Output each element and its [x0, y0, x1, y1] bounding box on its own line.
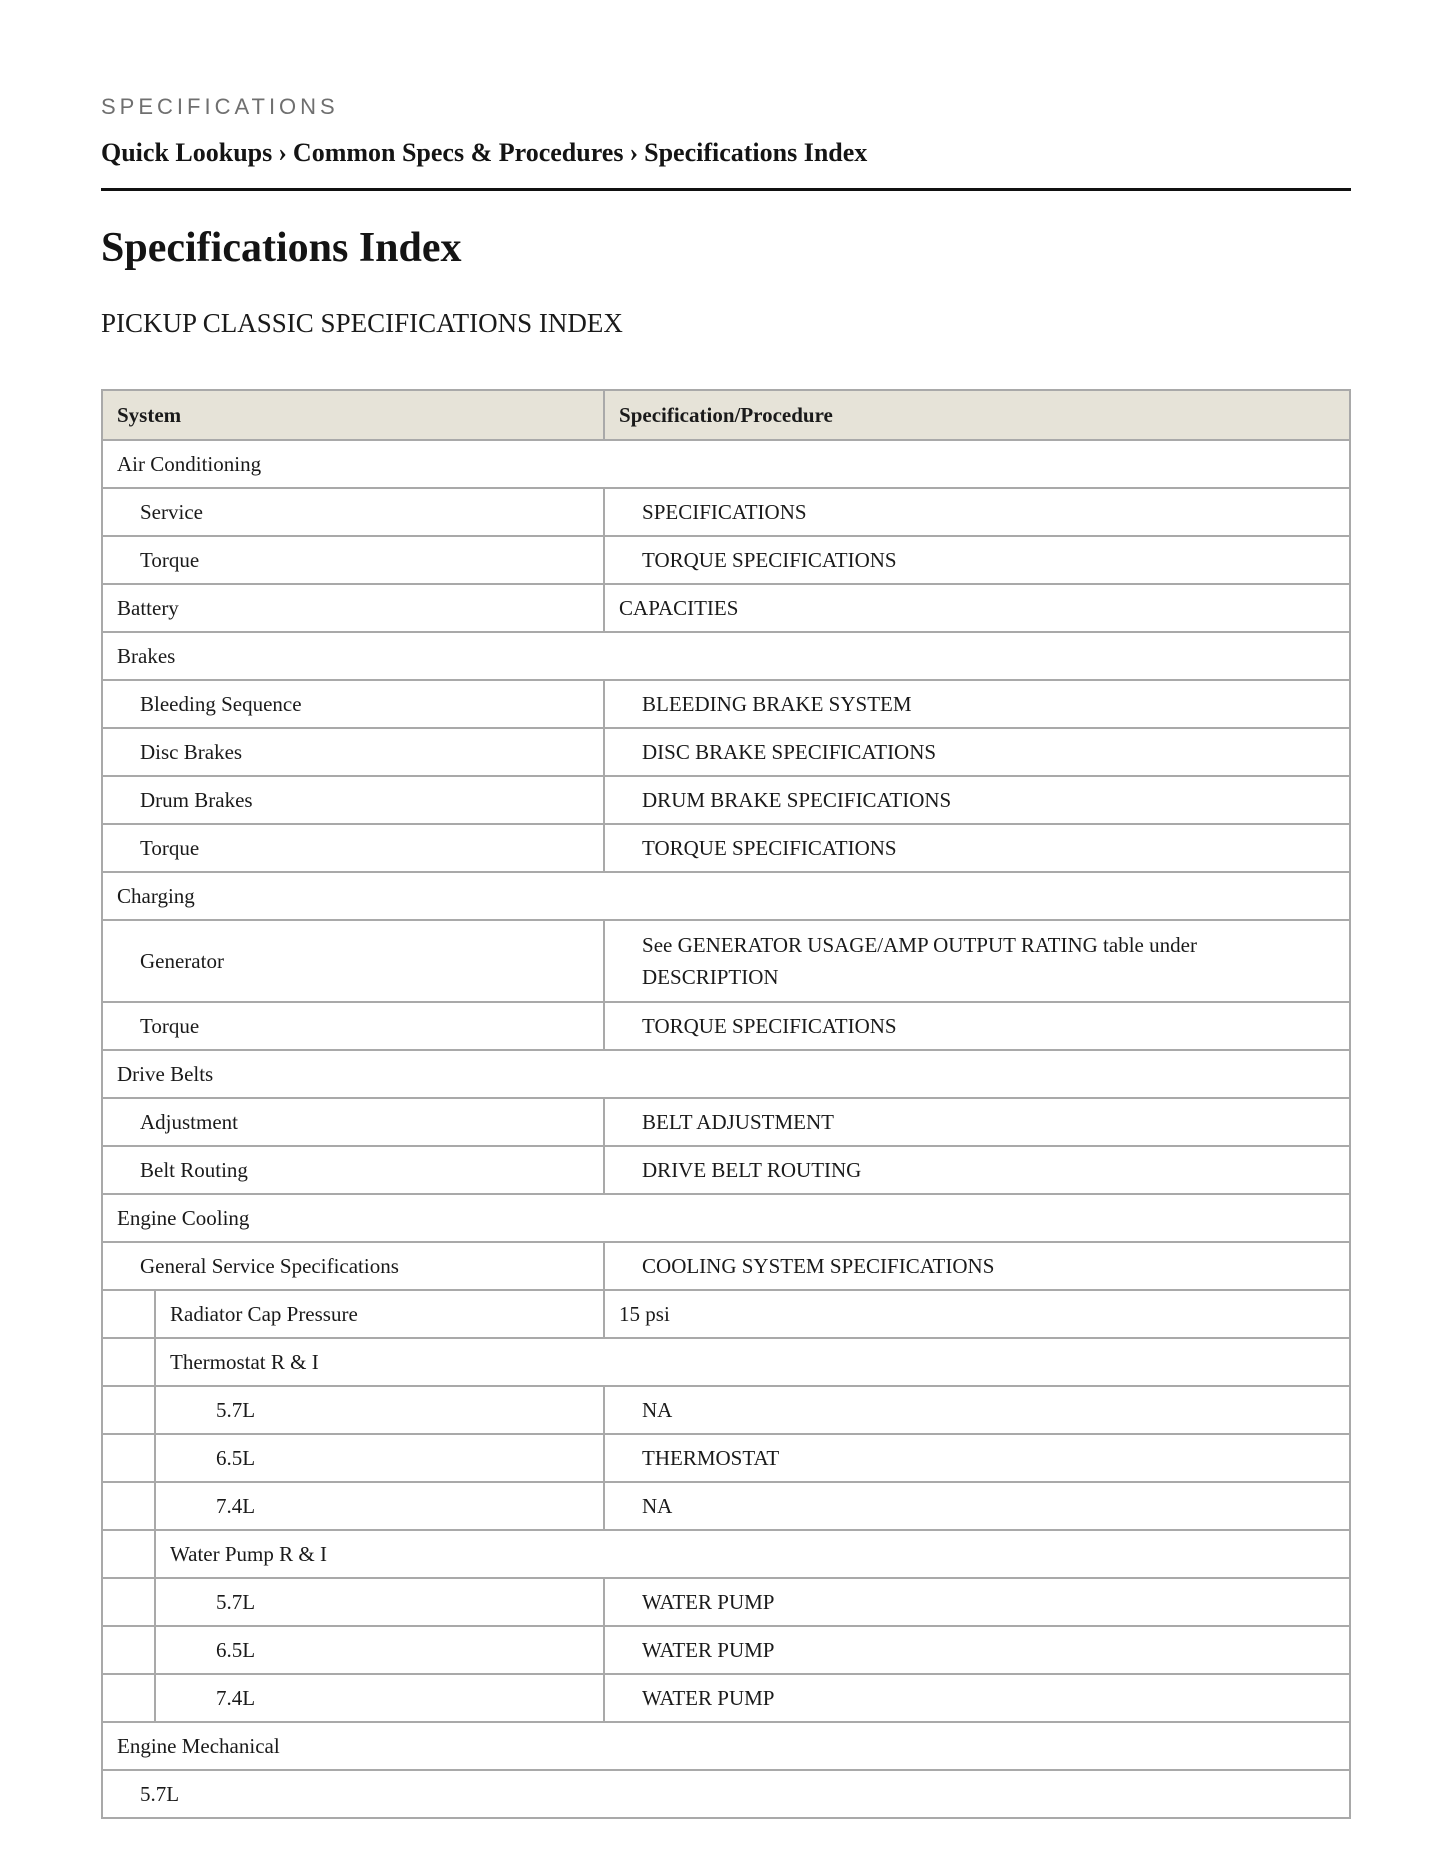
table-row	[102, 488, 1350, 536]
page-subtitle: PICKUP CLASSIC SPECIFICATIONS INDEX	[101, 308, 623, 338]
section-eyebrow: SPECIFICATIONS	[101, 94, 339, 119]
table-row	[102, 776, 1350, 824]
system-cell: Brakes	[102, 632, 1350, 680]
indent-gutter-cell	[102, 1626, 155, 1674]
system-cell: 5.7L	[155, 1578, 604, 1626]
breadcrumb	[101, 138, 867, 168]
system-cell: Bleeding Sequence	[102, 680, 604, 728]
table-row	[102, 1146, 1350, 1194]
system-cell: Adjustment	[102, 1098, 604, 1146]
specifications-table	[101, 389, 1351, 1819]
system-cell: 6.5L	[155, 1434, 604, 1482]
table-row	[102, 1722, 1350, 1770]
spec-cell[interactable]: TORQUE SPECIFICATIONS	[604, 536, 1350, 584]
indent-gutter-cell	[102, 1578, 155, 1626]
spec-cell[interactable]: SPECIFICATIONS	[604, 488, 1350, 536]
spec-cell[interactable]: WATER PUMP	[604, 1578, 1350, 1626]
system-cell: Charging	[102, 872, 1350, 920]
system-cell: Torque	[102, 1002, 604, 1050]
table-row	[102, 1002, 1350, 1050]
column-header-specification: Specification/Procedure	[604, 390, 1350, 440]
table-row	[102, 1338, 1350, 1386]
system-cell: 5.7L	[155, 1386, 604, 1434]
table-header-row	[102, 390, 1350, 440]
spec-cell[interactable]: WATER PUMP	[604, 1626, 1350, 1674]
spec-cell[interactable]: See GENERATOR USAGE/AMP OUTPUT RATING table under DESCRIPTION	[604, 920, 1350, 1002]
column-header-system: System	[102, 390, 604, 440]
spec-cell[interactable]: BELT ADJUSTMENT	[604, 1098, 1350, 1146]
page-title: Specifications Index	[101, 225, 462, 271]
table-row	[102, 728, 1350, 776]
spec-cell[interactable]: TORQUE SPECIFICATIONS	[604, 1002, 1350, 1050]
table-row	[102, 1770, 1350, 1818]
table-row	[102, 920, 1350, 1002]
system-cell: 7.4L	[155, 1482, 604, 1530]
table-row	[102, 1530, 1350, 1578]
spec-cell[interactable]: NA	[604, 1386, 1350, 1434]
table-row	[102, 1194, 1350, 1242]
system-cell: Water Pump R & I	[155, 1530, 1350, 1578]
indent-gutter-cell	[102, 1386, 155, 1434]
spec-cell[interactable]: DRUM BRAKE SPECIFICATIONS	[604, 776, 1350, 824]
breadcrumb-item-quick-lookups[interactable]: Quick Lookups	[101, 138, 273, 167]
table-row	[102, 584, 1350, 632]
system-cell: Radiator Cap Pressure	[155, 1290, 604, 1338]
indent-gutter-cell	[102, 1434, 155, 1482]
table-row	[102, 632, 1350, 680]
spec-cell[interactable]: BLEEDING BRAKE SYSTEM	[604, 680, 1350, 728]
system-cell: Disc Brakes	[102, 728, 604, 776]
system-cell: 6.5L	[155, 1626, 604, 1674]
spec-cell[interactable]: COOLING SYSTEM SPECIFICATIONS	[604, 1242, 1350, 1290]
table-row	[102, 1290, 1350, 1338]
table-row	[102, 680, 1350, 728]
table-row	[102, 1050, 1350, 1098]
breadcrumb-item-common-specs[interactable]: Common Specs & Procedures	[292, 138, 624, 167]
spec-cell[interactable]: CAPACITIES	[604, 584, 1350, 632]
spec-cell[interactable]: 15 psi	[604, 1290, 1350, 1338]
system-cell: 5.7L	[102, 1770, 1350, 1818]
system-cell: Service	[102, 488, 604, 536]
spec-cell[interactable]: DISC BRAKE SPECIFICATIONS	[604, 728, 1350, 776]
spec-cell[interactable]: NA	[604, 1482, 1350, 1530]
indent-gutter-cell	[102, 1338, 155, 1386]
table-row	[102, 824, 1350, 872]
indent-gutter-cell	[102, 1674, 155, 1722]
table-row	[102, 1098, 1350, 1146]
table-row	[102, 536, 1350, 584]
system-cell: Torque	[102, 536, 604, 584]
system-cell: Battery	[102, 584, 604, 632]
breadcrumb-separator: ›	[629, 138, 639, 167]
breadcrumb-item-specifications-index: Specifications Index	[644, 138, 868, 167]
system-cell: Drive Belts	[102, 1050, 1350, 1098]
table-body	[102, 440, 1350, 1818]
table-row	[102, 1434, 1350, 1482]
system-cell: Thermostat R & I	[155, 1338, 1350, 1386]
system-cell: Belt Routing	[102, 1146, 604, 1194]
spec-cell[interactable]: THERMOSTAT	[604, 1434, 1350, 1482]
spec-cell[interactable]: WATER PUMP	[604, 1674, 1350, 1722]
system-cell: Generator	[102, 920, 604, 1002]
table-row	[102, 1626, 1350, 1674]
table-row	[102, 1482, 1350, 1530]
system-cell: Torque	[102, 824, 604, 872]
table-row	[102, 1674, 1350, 1722]
table-row	[102, 1578, 1350, 1626]
system-cell: 7.4L	[155, 1674, 604, 1722]
system-cell: General Service Specifications	[102, 1242, 604, 1290]
table-row	[102, 1386, 1350, 1434]
header-divider	[101, 188, 1351, 191]
indent-gutter-cell	[102, 1290, 155, 1338]
table-row	[102, 1242, 1350, 1290]
indent-gutter-cell	[102, 1530, 155, 1578]
spec-cell[interactable]: TORQUE SPECIFICATIONS	[604, 824, 1350, 872]
spec-cell[interactable]: DRIVE BELT ROUTING	[604, 1146, 1350, 1194]
breadcrumb-separator: ›	[278, 138, 287, 167]
system-cell: Engine Cooling	[102, 1194, 1350, 1242]
table-row	[102, 872, 1350, 920]
system-cell: Drum Brakes	[102, 776, 604, 824]
indent-gutter-cell	[102, 1482, 155, 1530]
table-row	[102, 440, 1350, 488]
system-cell: Air Conditioning	[102, 440, 1350, 488]
system-cell: Engine Mechanical	[102, 1722, 1350, 1770]
